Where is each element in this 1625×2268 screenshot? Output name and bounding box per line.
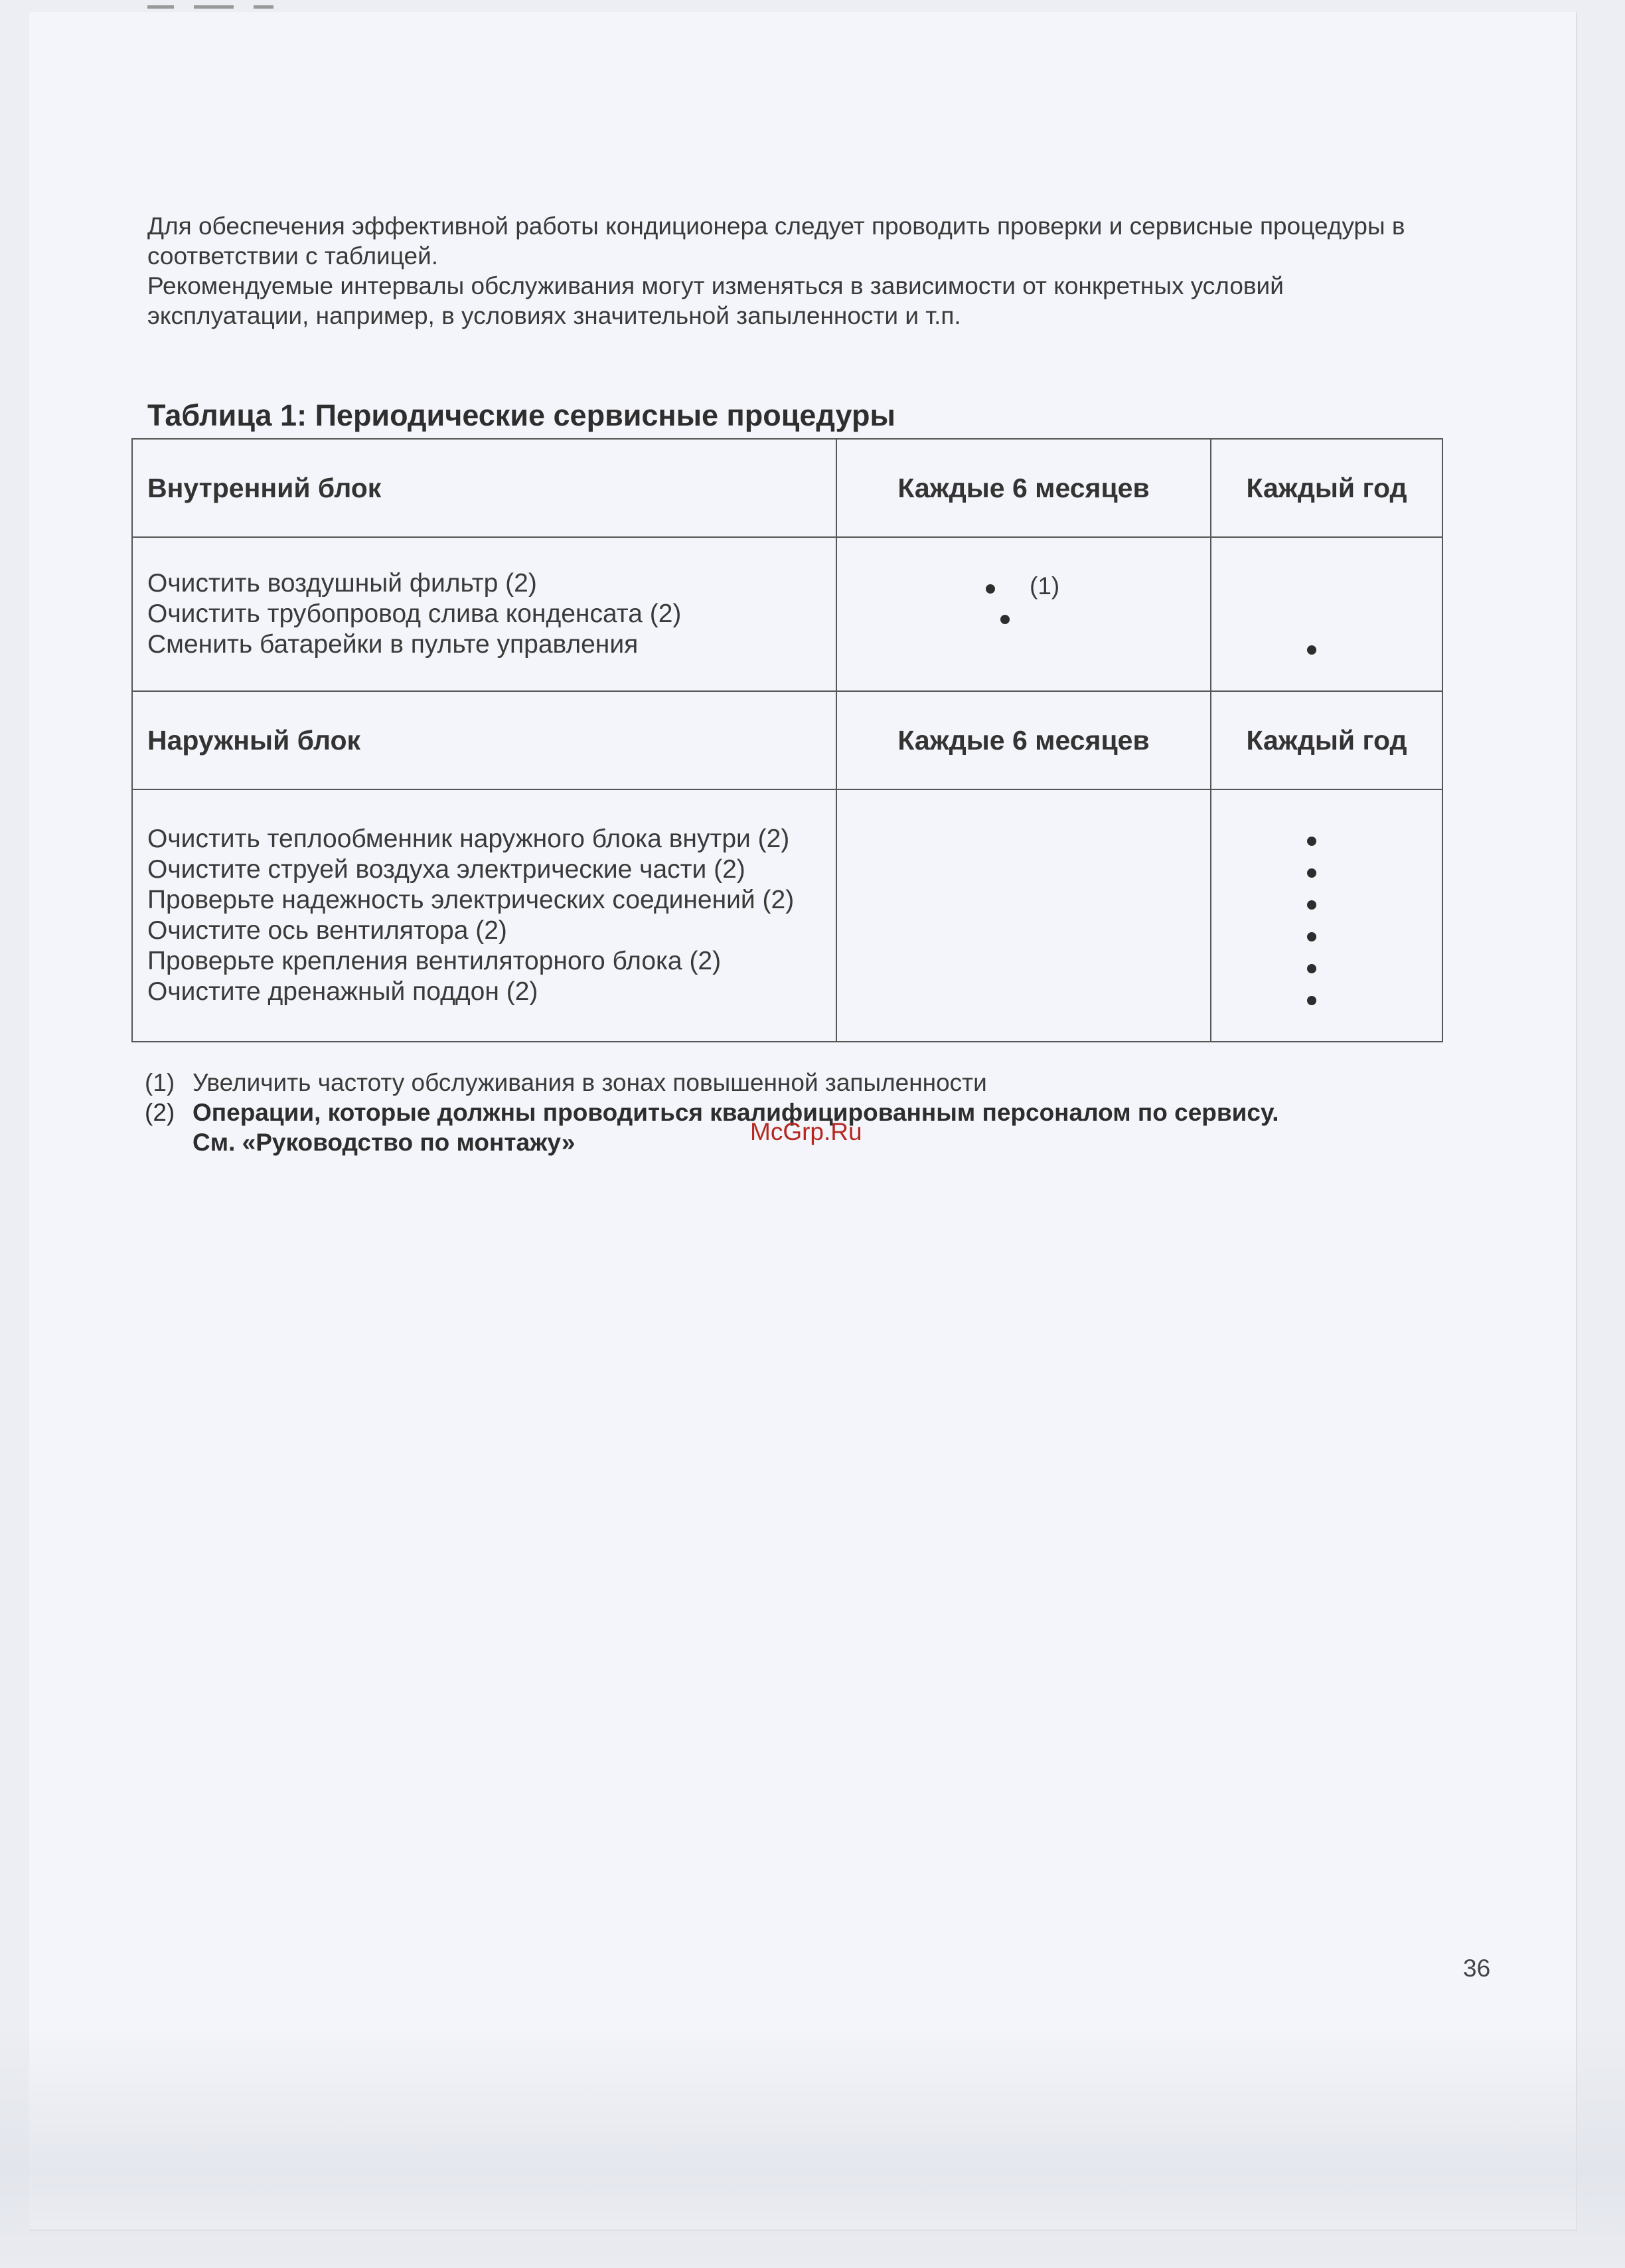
- indoor-body-row: [132, 537, 1442, 691]
- intro-line: соответствии с таблицей.: [147, 242, 439, 270]
- indoor-year-marks: [1211, 537, 1442, 691]
- col-every-6-months: Каждые 6 месяцев: [836, 439, 1211, 537]
- task-item: Очистите ось вентилятора (2): [147, 916, 507, 945]
- indoor-header-row: [132, 439, 1442, 537]
- table-title: Таблица 1: Периодические сервисные процедуры: [147, 398, 895, 432]
- task-item: Проверьте крепления вентиляторного блока (2): [147, 947, 722, 975]
- scan-artifact: [0, 2025, 1625, 2268]
- indoor-task-list: [132, 537, 836, 691]
- footnote-ref: (1): [1030, 572, 1060, 600]
- task-item: Очистите дренажный поддон (2): [147, 977, 538, 1006]
- bullet-mark: [986, 584, 995, 594]
- footnote-text: См. «Руководство по монтажу»: [193, 1129, 576, 1156]
- service-table: [131, 438, 1443, 1042]
- task-item: Очистите струей воздуха электрические части (2): [147, 855, 745, 884]
- page-number: 36: [1463, 1955, 1491, 1982]
- footnote-number: (1): [145, 1069, 175, 1096]
- col-every-6-months: Каждые 6 месяцев: [836, 691, 1211, 789]
- bullet-mark: [1307, 900, 1316, 910]
- top-edge-mark: [147, 0, 347, 4]
- outdoor-year-marks: [1211, 789, 1442, 1042]
- outdoor-body-row: [132, 789, 1442, 1042]
- outdoor-task-list: [132, 789, 836, 1042]
- footnote-text: Увеличить частоту обслуживания в зонах повышенной запыленности: [193, 1069, 987, 1096]
- task-item: Сменить батарейки в пульте управления: [147, 630, 639, 659]
- bullet-mark: [1307, 964, 1316, 973]
- indoor-6m-marks: [836, 537, 1211, 691]
- bullet-mark: [1000, 615, 1010, 624]
- bullet-mark: [1307, 868, 1316, 878]
- outdoor-header-row: [132, 691, 1442, 789]
- intro-line: Рекомендуемые интервалы обслуживания могут изменяться в зависимости от конкретных условий: [147, 272, 1284, 299]
- footnote-number: (2): [145, 1099, 175, 1126]
- intro-line: эксплуатации, например, в условиях значительной запыленности и т.п.: [147, 302, 961, 329]
- col-every-year: Каждый год: [1211, 439, 1442, 537]
- outdoor-6m-marks: [836, 789, 1211, 1042]
- intro-line: Для обеспечения эффективной работы кондиционера следует проводить проверки и сервисные процедуры в: [147, 212, 1405, 240]
- intro-paragraph: [147, 211, 1528, 331]
- task-item: Проверьте надежность электрических соединений (2): [147, 886, 795, 914]
- bullet-mark: [1307, 996, 1316, 1005]
- col-every-year: Каждый год: [1211, 691, 1442, 789]
- bullet-mark: [1307, 645, 1316, 655]
- outdoor-header: Наружный блок: [132, 691, 836, 789]
- task-item: Очистить трубопровод слива конденсата (2): [147, 600, 682, 628]
- bullet-mark: [1307, 837, 1316, 846]
- indoor-header: Внутренний блок: [132, 439, 836, 537]
- task-item: Очистить теплообменник наружного блока внутри (2): [147, 825, 790, 853]
- task-item: Очистить воздушный фильтр (2): [147, 569, 537, 598]
- watermark: McGrp.Ru: [750, 1118, 862, 1145]
- footnote-1: [145, 1068, 1472, 1097]
- bullet-mark: [1307, 932, 1316, 941]
- footnote-text: Операции, которые должны проводиться квалифицированным персоналом по сервису.: [193, 1099, 1279, 1126]
